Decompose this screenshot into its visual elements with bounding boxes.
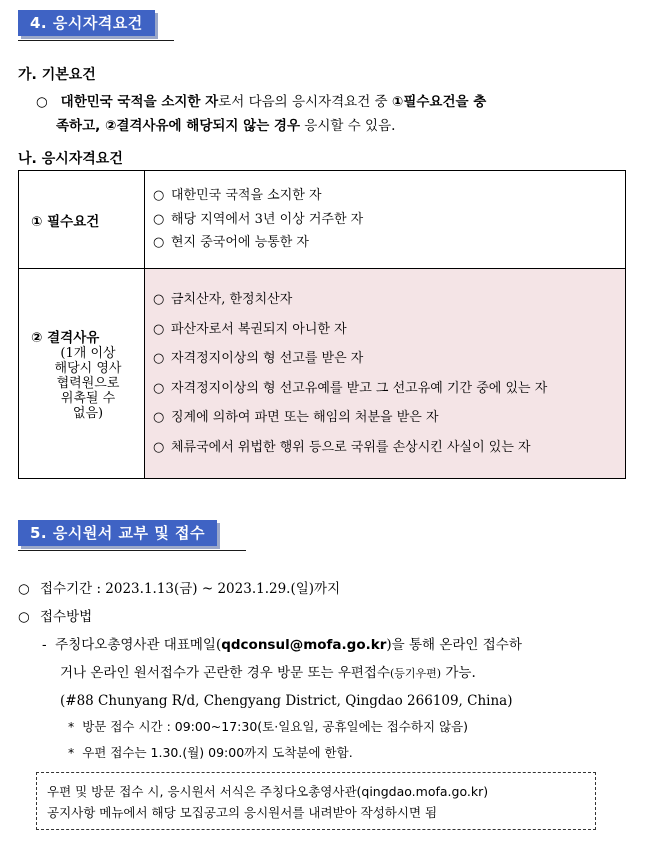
list-item: ○ 대한민국 국적을 소지한 자 (153, 188, 322, 204)
visit-hours-note: * 방문 접수 시간 : 09:00~17:30(토·일요일, 공휴일에는 접수하지 않음) (68, 719, 469, 734)
list-item: ○ 파산자로서 복권되지 아니한 자 (153, 321, 347, 337)
basic-text-2: 응시할 수 있음. (300, 118, 396, 134)
application-form-notice (36, 772, 596, 830)
method-line-2: 거나 온라인 원서접수가 곤란한 경우 방문 또는 우편접수(등기우편) 가능. (60, 665, 476, 681)
list-item: ○ 자격정지이상의 형 선고유예를 받고 그 선고유예 기간 중에 있는 자 (153, 380, 548, 396)
period-text: 접수기간 : 2023.1.13(금) ~ 2023.1.29.(일)까지 (40, 581, 341, 597)
disqualification-items-cell (145, 269, 626, 479)
bullet-circle: ○ (18, 609, 30, 625)
email-link[interactable]: qdconsul@mofa.go.kr (221, 637, 387, 653)
method-text: 접수방법 (40, 609, 93, 625)
list-item: ○ 자격정지이상의 형 선고를 받은 자 (153, 351, 364, 366)
required-label: ① 필수요건 (31, 213, 100, 230)
required-items-cell (145, 171, 626, 269)
notice-line-1: 우편 및 방문 접수 시, 응시원서 서식은 주칭다오총영사관(qingdao.mofa.go.kr) (47, 784, 489, 799)
list-item: ○ 해당 지역에서 3년 이상 거주한 자 (153, 211, 364, 227)
disqualification-label-cell (19, 269, 145, 479)
mail-deadline-note: * 우편 접수는 1.30.(월) 09:00까지 도착분에 한함. (68, 745, 353, 760)
notice-line-2: 공지사항 메뉴에서 해당 모집공고의 응시원서를 내려받아 작성하시면 됨 (47, 805, 438, 820)
section-5-heading: 5. 응시원서 교부 및 접수 (18, 520, 217, 546)
basic-text-1: 로서 다음의 응시자격요건 중 (218, 94, 392, 110)
bullet-circle: ○ (18, 581, 30, 597)
bullet-circle: ○ (36, 94, 48, 110)
list-item: ○ 금치산자, 한정치산자 (153, 292, 293, 307)
required-label-cell (19, 171, 145, 269)
list-item: ○ 체류국에서 위법한 행위 등으로 국위를 손상시킨 사실이 있는 자 (153, 439, 531, 455)
table-row (19, 171, 626, 269)
qualification-table (18, 170, 626, 479)
basic-bold-3: 족하고, ②결격사유에 해당되지 않는 경우 (56, 118, 301, 134)
section-5-underline (18, 550, 246, 551)
disqualification-note: (1개 이상 해당시 영사협력원으로 위촉될 수 없음) (54, 346, 122, 421)
subheading-qualification: 나. 응시자격요건 (18, 151, 123, 167)
star-marker: * (68, 719, 75, 734)
section-4-underline (18, 40, 174, 41)
subheading-basic: 가. 기본요건 (18, 67, 96, 83)
reception-method (18, 606, 92, 628)
list-item: ○ 현지 중국어에 능통한 자 (153, 235, 309, 251)
star-marker: * (68, 745, 75, 760)
mailing-address: (#88 Chunyang R/d, Chengyang District, Qingdao 266109, China) (60, 693, 513, 709)
reception-period (18, 578, 340, 600)
section-4-heading: 4. 응시자격요건 (18, 10, 155, 36)
basic-bold-2: ①필수요건을 충 (391, 94, 487, 110)
list-item: ○ 징계에 의하여 파면 또는 해임의 처분을 받은 자 (153, 410, 439, 425)
dash: - (42, 637, 47, 653)
basic-bold-1: 대한민국 국적을 소지한 자 (60, 94, 219, 110)
basic-requirement (36, 90, 636, 138)
table-row (19, 269, 626, 479)
disqualification-label: ② 결격사유 (31, 330, 100, 346)
method-line-1: - 주칭다오총영사관 대표메일(qdconsul@mofa.go.kr)을 통해 온라인 접수하 (42, 637, 522, 653)
